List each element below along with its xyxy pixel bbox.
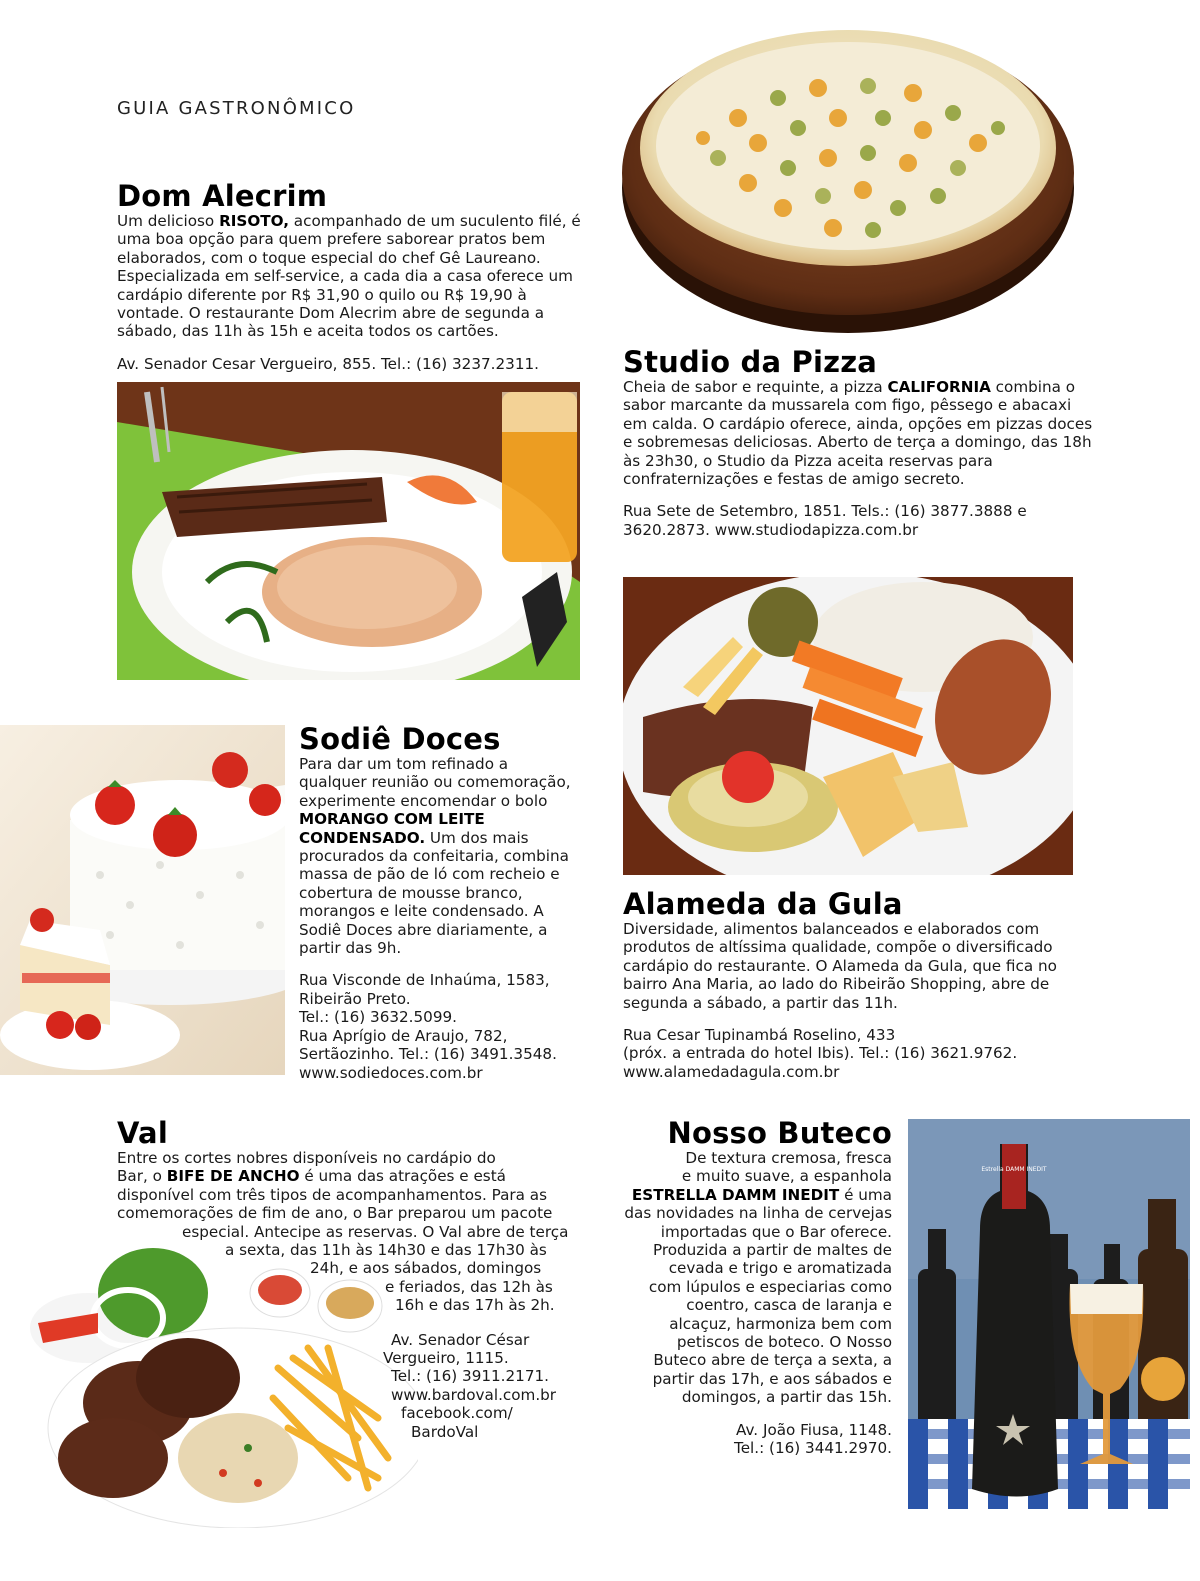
restaurant-title: Alameda da Gula	[623, 887, 903, 921]
restaurant-description: Para dar um tom refinado a qualquer reunião ou comemoração, experimente encomendar o bolo MORANGO COM LEITE CONDENSADO. Um dos mais procurados da confeitaria, combina massa de pão de ló com recheio e cobertura de mousse branco, morangos e leite condensado. A Sodiê Doces abre diariamente, a partir das 9h.	[299, 755, 571, 958]
dish-highlight: BIFE DE ANCHO	[166, 1167, 300, 1186]
restaurant-title: Dom Alecrim	[117, 179, 328, 213]
dish-highlight: MORANGO COM LEITE CONDENSADO.	[299, 810, 485, 847]
website-link[interactable]: www.alamedadagula.com.br	[623, 1062, 840, 1081]
section-header: GUIA GASTRONÔMICO	[117, 98, 356, 119]
beer-bottle-photo	[908, 1119, 1190, 1509]
restaurant-address: Av. Senador César Vergueiro, 1115. Tel.: (16) 3911.2171. www.bardoval.com.br facebook.com/ BardoVal	[117, 1331, 577, 1441]
restaurant-address: Rua Sete de Setembro, 1851. Tels.: (16) 3877.3888 e 3620.2873. www.studiodapizza.com.br	[623, 502, 1027, 539]
restaurant-description: De textura cremosa, fresca e muito suave, a espanhola ESTRELLA DAMM INEDIT é uma das novidades na linha de cervejas importadas que o Bar oferece. Produzida a partir de maltes de cevada e trigo e aromatizada com lúpulos e especiarias como coentro, casca de laranja e alcaçuz, harmoniza bem com petiscos de boteco. O Nosso Buteco abre de terça a sexta, a partir das 17h, e aos sábados e domingos, a partir das 15h.	[624, 1149, 892, 1407]
pizza-photo	[618, 18, 1078, 336]
facebook-link[interactable]: facebook.com/	[401, 1404, 513, 1423]
buffet-plate-photo	[623, 577, 1073, 875]
nosso-buteco-section	[600, 1117, 892, 1458]
website-link[interactable]: www.sodiedoces.com.br	[299, 1063, 483, 1082]
restaurant-title: Nosso Buteco	[667, 1116, 892, 1150]
dish-highlight: CALIFORNIA	[887, 378, 991, 396]
restaurant-title: Val	[117, 1116, 168, 1150]
restaurant-description: Diversidade, alimentos balanceados e elaborados com produtos de altíssima qualidade, compõe o diversificado cardápio do restaurante. O Alameda da Gula, que fica no bairro Ana Maria, ao lado do Ribeirão Shopping, abre de segunda a sábado, a partir das 11h.	[623, 920, 1057, 1012]
risotto-steak-photo	[117, 382, 580, 680]
restaurant-address: Av. João Fiusa, 1148. Tel.: (16) 3441.2970.	[734, 1420, 892, 1458]
strawberry-cake-photo	[0, 725, 285, 1075]
restaurant-description: Entre os cortes nobres disponíveis no cardápio do Bar, o BIFE DE ANCHO é uma das atrações e está disponível com três tipos de acompanhamentos. Para as comemorações de fim de ano, o Bar preparou um pacote especial. Antecipe as reservas. O Val abre de terça a sexta, das 11h às 14h30 e das 17h30 às 24h, e aos sábados, domingos e feriados, das 12h às 16h e das 17h às 2h.	[117, 1149, 569, 1315]
bottle-label: Estrella DAMM INEDIT	[981, 1166, 1047, 1173]
dish-highlight: RISOTO,	[219, 212, 289, 230]
restaurant-description: Um delicioso RISOTO, acompanhado de um suculento filé, é uma boa opção para quem prefere saborear pratos bem elaborados, com o toque especial do chef Gê Laureano. Especializada em self-service, a cada dia a casa oferece um cardápio diferente por R$ 31,90 o quilo ou R$ 19,90 à vontade. O restaurante Dom Alecrim abre de segunda a sábado, das 11h às 15h e aceita todos os cartões.	[117, 212, 581, 341]
restaurant-title: Studio da Pizza	[623, 345, 878, 379]
dom-alecrim-section	[117, 180, 587, 373]
restaurant-address: Av. Senador Cesar Vergueiro, 855. Tel.: (16) 3237.2311.	[117, 354, 539, 373]
restaurant-address: Rua Cesar Tupinambá Roselino, 433 (próx. a entrada do hotel Ibis). Tel.: (16) 3621.9762. www.alamedadagula.com.br	[623, 1026, 1093, 1081]
alameda-gula-section	[623, 888, 1093, 1081]
dish-highlight: ESTRELLA DAMM INEDIT	[631, 1185, 840, 1204]
website-link[interactable]: www.bardoval.com.br	[391, 1385, 557, 1404]
sodie-doces-section	[299, 723, 584, 1082]
studio-pizza-section	[623, 346, 1093, 539]
restaurant-title: Sodiê Doces	[299, 722, 501, 756]
restaurant-description: Cheia de sabor e requinte, a pizza CALIFORNIA combina o sabor marcante da mussarela com figo, pêssego e abacaxi em calda. O cardápio oferece, ainda, opções em pizzas doces e sobremesas deliciosas. Aberto de terça a domingo, das 18h às 23h30, o Studio da Pizza aceita reservas para confraternizações e festas de amigo secreto.	[623, 378, 1093, 489]
restaurant-address: Rua Visconde de Inhaúma, 1583, Ribeirão Preto. Tel.: (16) 3632.5099. Rua Aprígio de Araujo, 782, Sertãozinho. Tel.: (16) 3491.3548. www.sodiedoces.com.br	[299, 971, 584, 1081]
val-section	[117, 1117, 577, 1441]
